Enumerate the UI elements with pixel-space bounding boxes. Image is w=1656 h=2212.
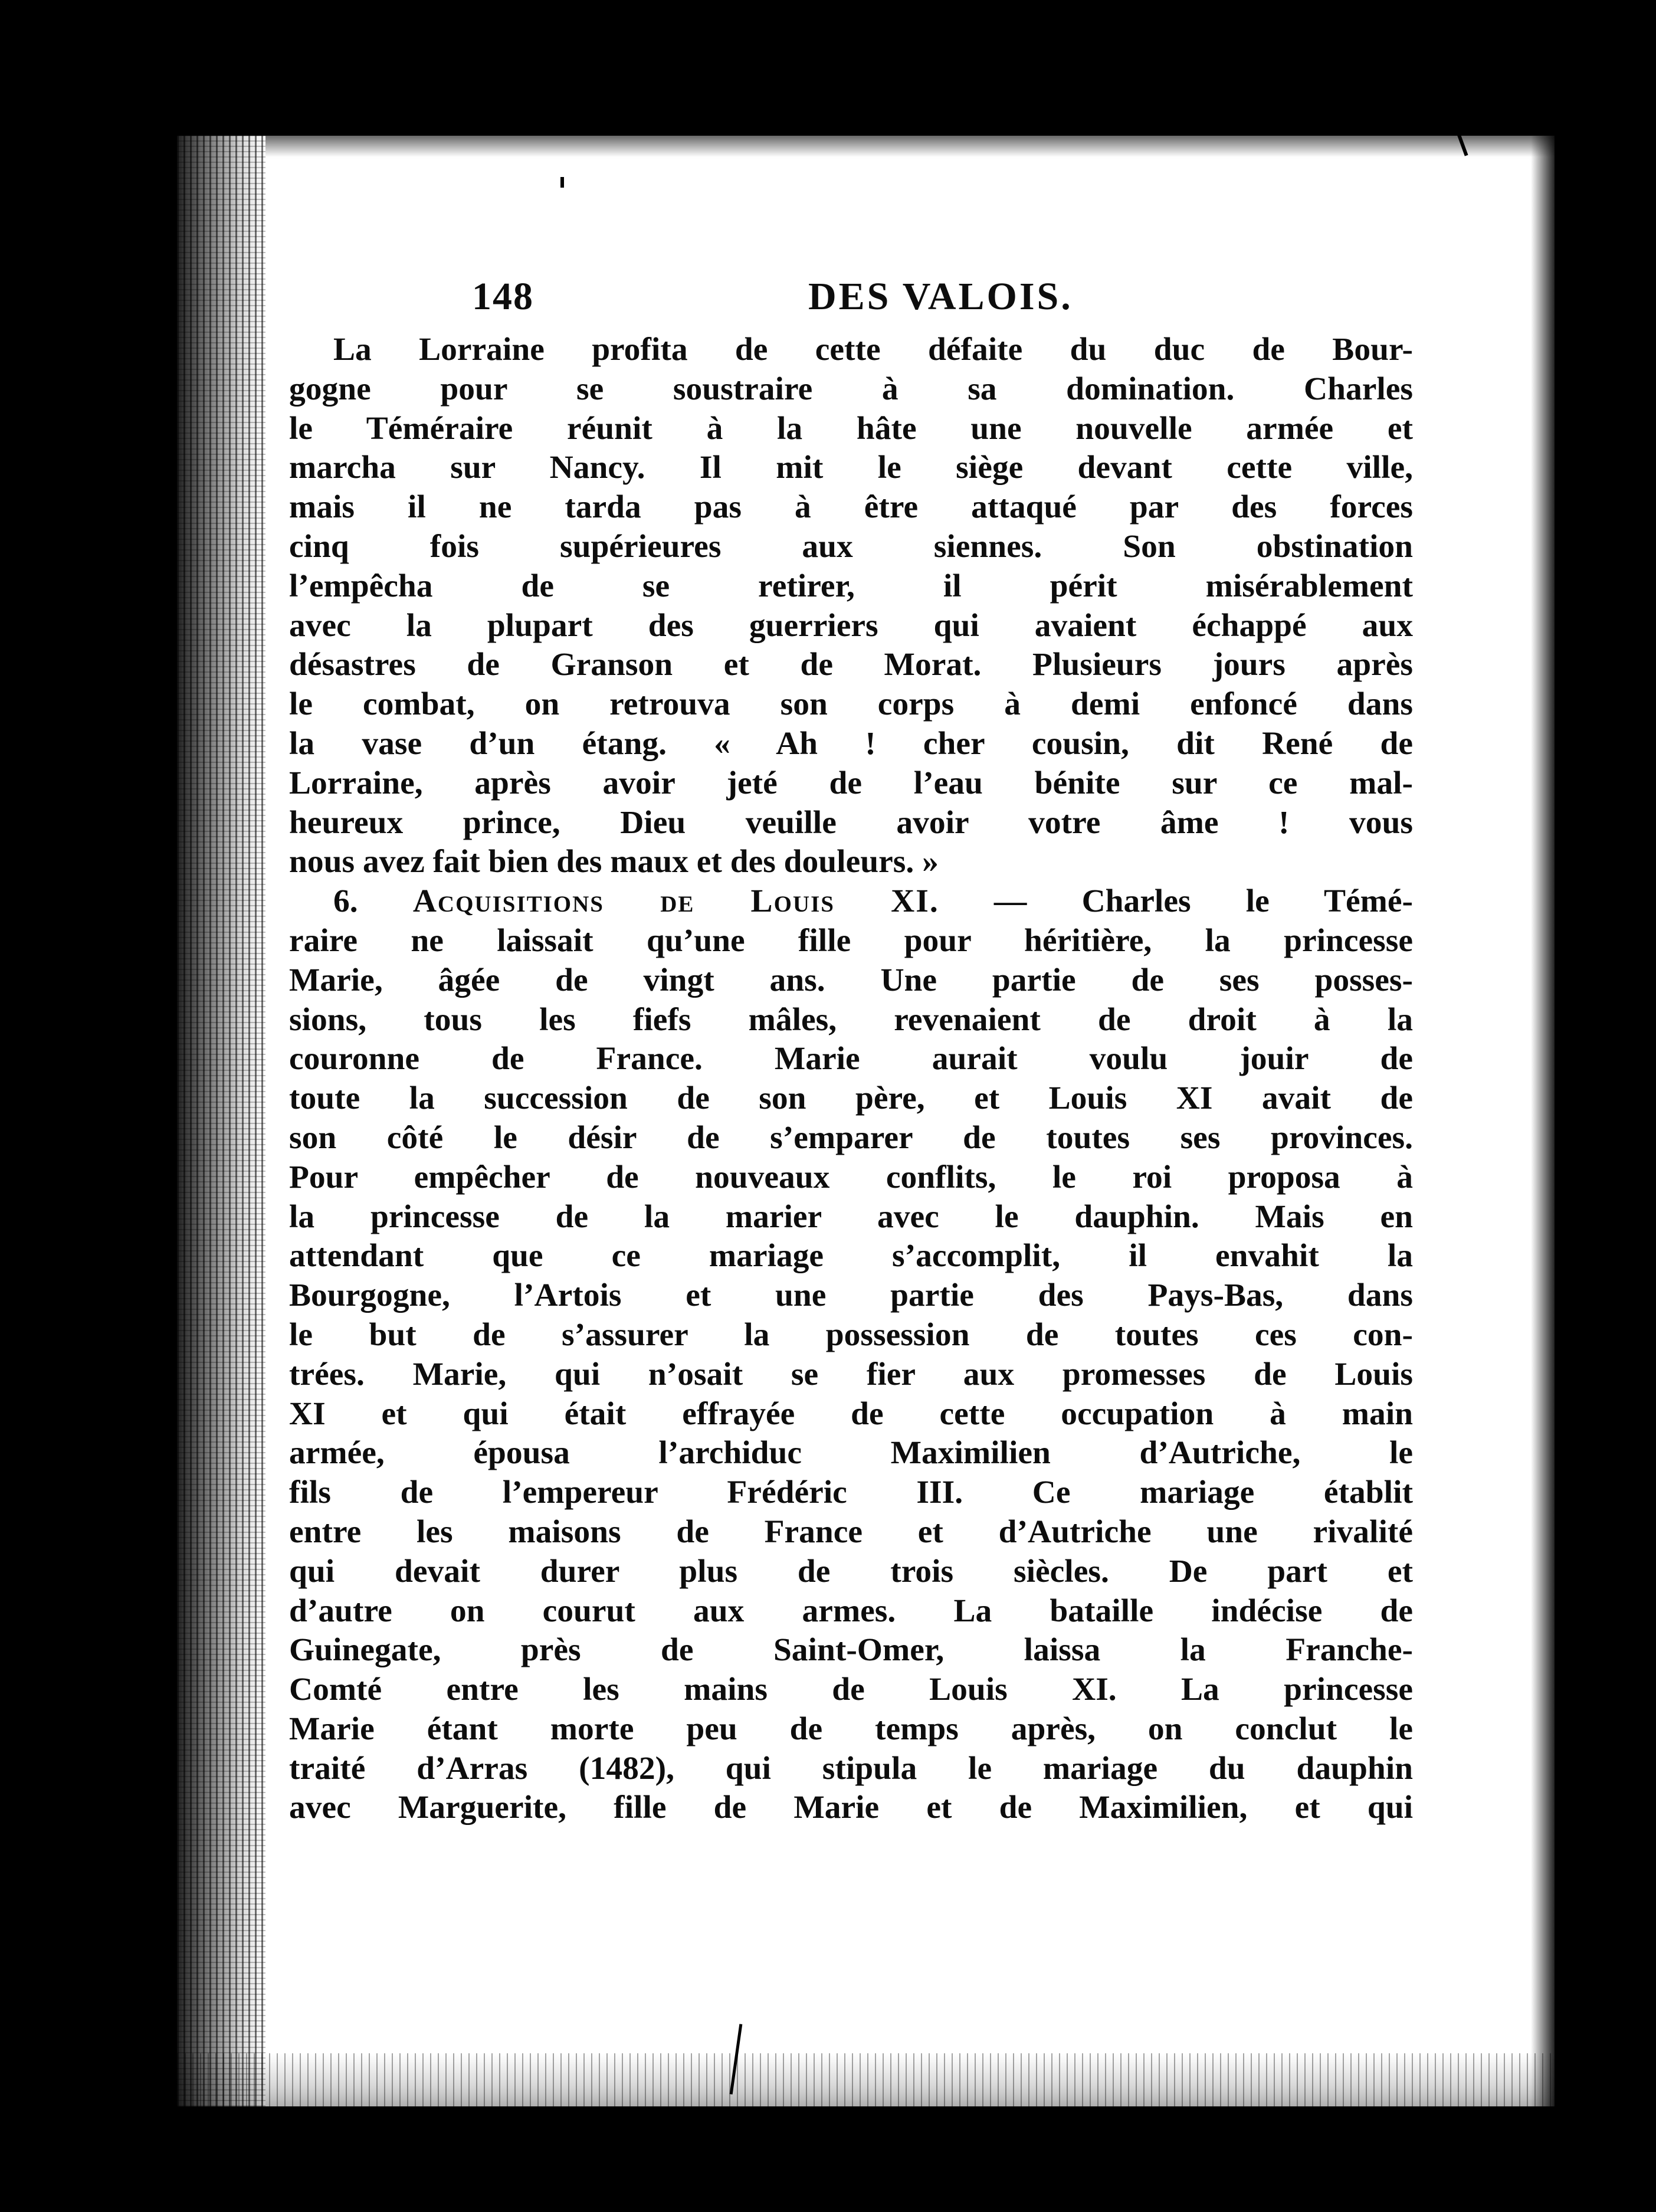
text-line: La Lorraine profita de cette défaite du duc de Bour-: [333, 332, 1413, 368]
paragraph-lorraine: [289, 330, 1413, 882]
text-line: trées. Marie, qui n’osait se fier aux promesses de Louis: [289, 1356, 1413, 1392]
text-line: la vase d’un étang. « Ah ! cher cousin, dit René de: [289, 725, 1413, 762]
text-line: le Téméraire réunit à la hâte une nouvelle armée et: [289, 410, 1413, 447]
section-heading-line: [289, 882, 1413, 922]
text-line: Bourgogne, l’Artois et une partie des Pays-Bas, dans: [289, 1277, 1413, 1314]
text-line: sions, tous les fiefs mâles, revenaient de droit à la: [289, 1001, 1413, 1038]
text-line: Guinegate, près de Saint-Omer, laissa la Franche-: [289, 1632, 1413, 1669]
text-line: XI et qui était effrayée de cette occupation à main: [289, 1395, 1413, 1432]
text-line: qui devait durer plus de trois siècles. De part et: [289, 1553, 1413, 1590]
running-title: DES VALOIS.: [808, 275, 1073, 318]
section-first-line-text: — Charles le Témé-: [939, 883, 1414, 920]
text-line: la princesse de la marier avec le dauphin. Mais en: [289, 1198, 1413, 1235]
text-line: l’empêcha de se retirer, il périt misérablement: [289, 568, 1413, 604]
stray-ink-mark: [560, 177, 564, 188]
running-head: [289, 268, 1413, 325]
text-line: avec Marguerite, fille de Marie et de Maximilien, et qui: [289, 1790, 1413, 1826]
text-line: raire ne laissait qu’une fille pour héritière, la princesse: [289, 922, 1413, 959]
page-right-edge: [1531, 136, 1555, 2106]
text-line: nous avez fait bien des maux et des douleurs. »: [289, 844, 939, 880]
text-line: gogne pour se soustraire à sa domination. Charles: [289, 371, 1413, 407]
text-line: toute la succession de son père, et Louis XI avait de: [289, 1080, 1413, 1117]
text-line: cinq fois supérieures aux siennes. Son obstination: [289, 528, 1413, 565]
text-line: d’autre on courut aux armes. La bataille indécise de: [289, 1592, 1413, 1629]
text-line: le but de s’assurer la possession de toutes ces con-: [289, 1316, 1413, 1353]
section-number: 6.: [333, 883, 358, 920]
text-line: armée, épousa l’archiduc Maximilien d’Autriche, le: [289, 1435, 1413, 1472]
page-bottom-edge: [177, 2053, 1555, 2106]
text-line: couronne de France. Marie aurait voulu jouir de: [289, 1041, 1413, 1077]
section-title: Acquisitions de Louis XI.: [412, 883, 939, 920]
text-line: traité d’Arras (1482), qui stipula le mariage du dauphin: [289, 1750, 1413, 1787]
text-line: marcha sur Nancy. Il mit le siège devant cette ville,: [289, 450, 1413, 486]
page-left-edge: [177, 136, 265, 2106]
text-line: Lorraine, après avoir jeté de l’eau bénite sur ce mal-: [289, 765, 1413, 801]
text-line: Comté entre les mains de Louis XI. La princesse: [289, 1672, 1413, 1708]
text-line: mais il ne tarda pas à être attaqué par des forces: [289, 489, 1413, 526]
text-line: son côté le désir de s’emparer de toutes ses provinces.: [289, 1119, 1413, 1156]
text-line: entre les maisons de France et d’Autriche une rivalité: [289, 1513, 1413, 1550]
text-line: fils de l’empereur Frédéric III. Ce mariage établit: [289, 1474, 1413, 1511]
page-number: 148: [472, 275, 534, 318]
text-line: Marie étant morte peu de temps après, on conclut le: [289, 1710, 1413, 1747]
text-line: avec la plupart des guerriers qui avaient échappé aux: [289, 607, 1413, 644]
text-line: heureux prince, Dieu veuille avoir votre âme ! vous: [289, 804, 1413, 841]
text-block: [289, 268, 1413, 1828]
page-top-edge: [177, 136, 1555, 157]
text-line: désastres de Granson et de Morat. Plusieurs jours après: [289, 647, 1413, 683]
paragraph-acquisitions: [289, 882, 1413, 1828]
text-line: attendant que ce mariage s’accomplit, il envahit la: [289, 1238, 1413, 1274]
text-line: Pour empêcher de nouveaux conflits, le roi proposa à: [289, 1159, 1413, 1195]
text-line: le combat, on retrouva son corps à demi enfoncé dans: [289, 686, 1413, 723]
text-line: Marie, âgée de vingt ans. Une partie de ses posses-: [289, 962, 1413, 998]
